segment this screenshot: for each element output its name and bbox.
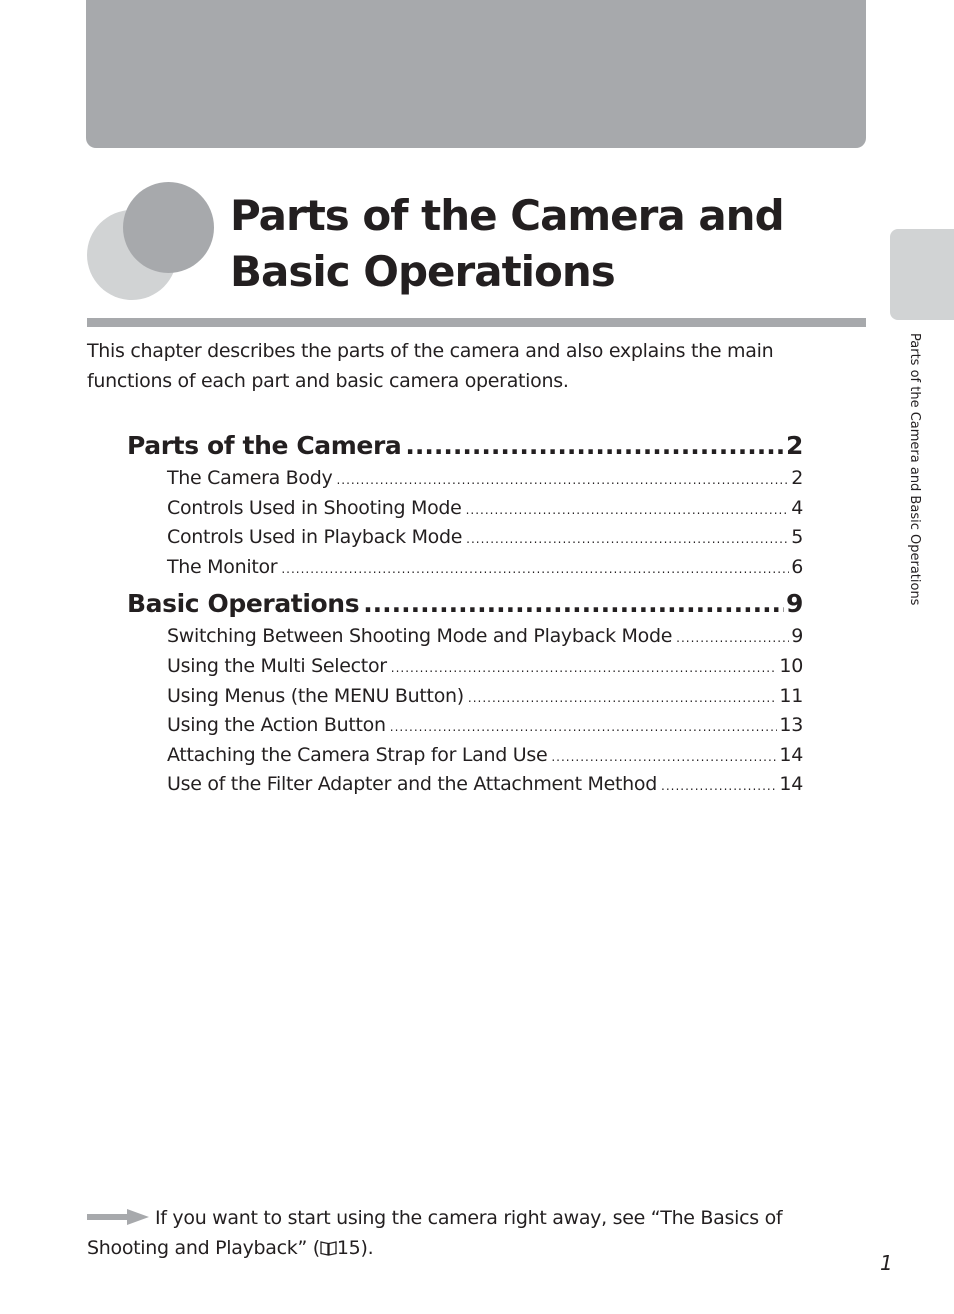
toc-item-label: Controls Used in Playback Mode <box>167 526 463 549</box>
toc-item-playback-controls[interactable] <box>167 523 803 553</box>
toc-leader-dots <box>466 525 789 555</box>
toc-leader-dots <box>661 772 777 802</box>
header-band <box>86 0 866 148</box>
toc-section-page: 9 <box>786 589 803 619</box>
toc-item-action-button[interactable] <box>167 711 803 741</box>
chapter-title-line1: Parts of the Camera and <box>230 191 784 240</box>
toc-section-basic-operations[interactable] <box>127 586 803 622</box>
toc-item-page: 13 <box>779 714 803 737</box>
note-text-end: ). <box>360 1237 374 1259</box>
toc-leader-dots <box>676 624 789 654</box>
toc-item-page: 11 <box>779 684 803 707</box>
toc-leader-dots <box>363 586 784 622</box>
toc-item-filter-adapter[interactable] <box>167 770 803 800</box>
toc-item-label: Using the Multi Selector <box>167 654 387 677</box>
toc-item-camera-strap[interactable] <box>167 741 803 771</box>
page-number: 1 <box>880 1251 893 1275</box>
toc-item-label: Attaching the Camera Strap for Land Use <box>167 743 548 766</box>
toc-item-page: 2 <box>791 467 803 489</box>
chapter-title <box>230 188 850 300</box>
chapter-title-line2: Basic Operations <box>230 247 615 296</box>
toc-item-multi-selector[interactable] <box>167 652 803 682</box>
table-of-contents <box>127 428 803 800</box>
toc-item-using-menus[interactable] <box>167 682 803 712</box>
toc-item-monitor[interactable] <box>167 553 803 583</box>
toc-section-title: Parts of the Camera <box>127 431 402 460</box>
toc-item-page: 6 <box>791 555 803 578</box>
toc-leader-dots <box>551 743 777 773</box>
toc-section-parts-of-camera[interactable] <box>127 428 803 464</box>
title-rule <box>87 318 866 327</box>
toc-leader-dots <box>390 713 778 743</box>
note-text: If you want to start using the camera right away, see “The Basics of Shooting and Playback” ( <box>87 1207 783 1259</box>
quick-start-note <box>87 1203 827 1263</box>
book-reference-icon <box>320 1240 337 1256</box>
toc-item-page: 14 <box>779 773 803 796</box>
toc-section-page: 2 <box>786 431 803 460</box>
side-tab <box>890 229 954 320</box>
toc-item-label: Use of the Filter Adapter and the Attachment Method <box>167 773 658 796</box>
toc-leader-dots <box>405 428 784 464</box>
note-reference-link[interactable]: 15 <box>336 1237 361 1259</box>
toc-item-page: 14 <box>779 743 803 766</box>
toc-item-shooting-controls[interactable] <box>167 494 803 524</box>
toc-leader-dots <box>391 654 778 684</box>
toc-item-camera-body[interactable] <box>167 464 803 494</box>
toc-leader-dots <box>281 555 789 585</box>
toc-item-label: Using Menus (the MENU Button) <box>167 684 464 707</box>
toc-item-switching-modes[interactable] <box>167 622 803 652</box>
toc-item-page: 4 <box>791 496 803 519</box>
toc-item-page: 10 <box>779 654 803 677</box>
toc-section-title: Basic Operations <box>127 589 360 619</box>
toc-item-page: 5 <box>791 526 803 549</box>
side-chapter-label: Parts of the Camera and Basic Operations <box>907 333 922 606</box>
toc-item-label: The Monitor <box>167 555 278 578</box>
decorative-circle-dark <box>123 182 214 273</box>
toc-leader-dots <box>468 684 778 714</box>
toc-item-label: Controls Used in Shooting Mode <box>167 496 462 519</box>
toc-item-label: Switching Between Shooting Mode and Playback Mode <box>167 625 673 648</box>
toc-item-page: 9 <box>791 625 803 648</box>
toc-item-label: Using the Action Button <box>167 714 386 737</box>
toc-leader-dots <box>466 496 790 526</box>
toc-item-label: The Camera Body <box>167 467 333 489</box>
toc-leader-dots <box>336 466 789 496</box>
chapter-intro: This chapter describes the parts of the camera and also explains the main functions of each part and basic camera operations. <box>87 340 774 392</box>
arrow-right-icon <box>87 1209 149 1225</box>
